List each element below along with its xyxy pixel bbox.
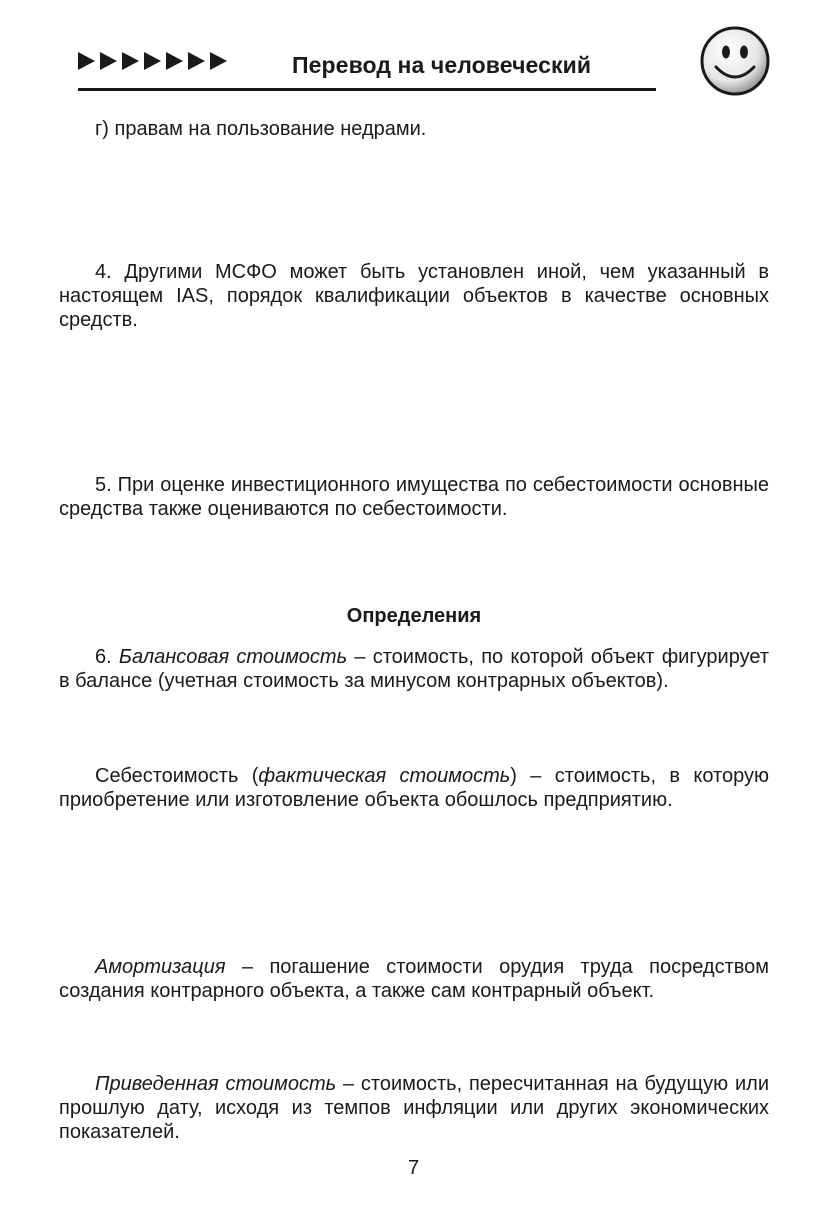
paragraph-subsoil-rights: г) правам на пользование недрами. (95, 118, 427, 140)
play-arrow-icon (78, 52, 95, 70)
section-heading-definitions: Определения (346, 605, 482, 627)
definition-present-value: Приведенная стоимость – стоимость, пересчитанная на будущую или прошлую дату, исходя из темпов инфляции или других экономических показателей. (59, 1073, 769, 1143)
page-header (0, 0, 827, 110)
definition-depreciation: Амортизация – погашение стоимости орудия труда посредством создания контрарного объекта, а также сам контрарный объект. (59, 956, 769, 1002)
play-arrow-icon (166, 52, 183, 70)
term-balance-value: Балансовая стоимость (118, 646, 348, 668)
play-arrow-icon (210, 52, 227, 70)
page-number: 7 (407, 1157, 420, 1179)
definition-balance-value: 6. Балансовая стоимость – стоимость, по которой объект фигурирует в балансе (учетная стоимость за минусом контрарных объектов). (59, 646, 769, 692)
header-rule (78, 88, 656, 91)
term-depreciation: Амортизация (95, 956, 226, 978)
play-arrow-icon (188, 52, 205, 70)
play-arrow-icon (100, 52, 117, 70)
header-arrows (78, 52, 232, 70)
play-arrow-icon (144, 52, 161, 70)
play-arrow-icon (122, 52, 139, 70)
smiley-face-icon (699, 25, 771, 97)
term-actual-cost: фактическая стоимость (258, 765, 511, 787)
running-header-title: Перевод на человеческий (292, 52, 592, 78)
term-present-value: Приведенная стоимость (95, 1073, 337, 1095)
definition-cost: Себестоимость (фактическая стоимость) – стоимость, в которую приобретение или изготовление объекта обошлось предприятию. (59, 765, 769, 811)
paragraph-4: 4. Другими МСФО может быть установлен иной, чем указанный в настоящем IAS, порядок квалификации объектов в качестве основных средств. (59, 261, 769, 331)
paragraph-5: 5. При оценке инвестиционного имущества по себестоимости основные средства также оцениваются по себестоимости. (59, 474, 769, 520)
